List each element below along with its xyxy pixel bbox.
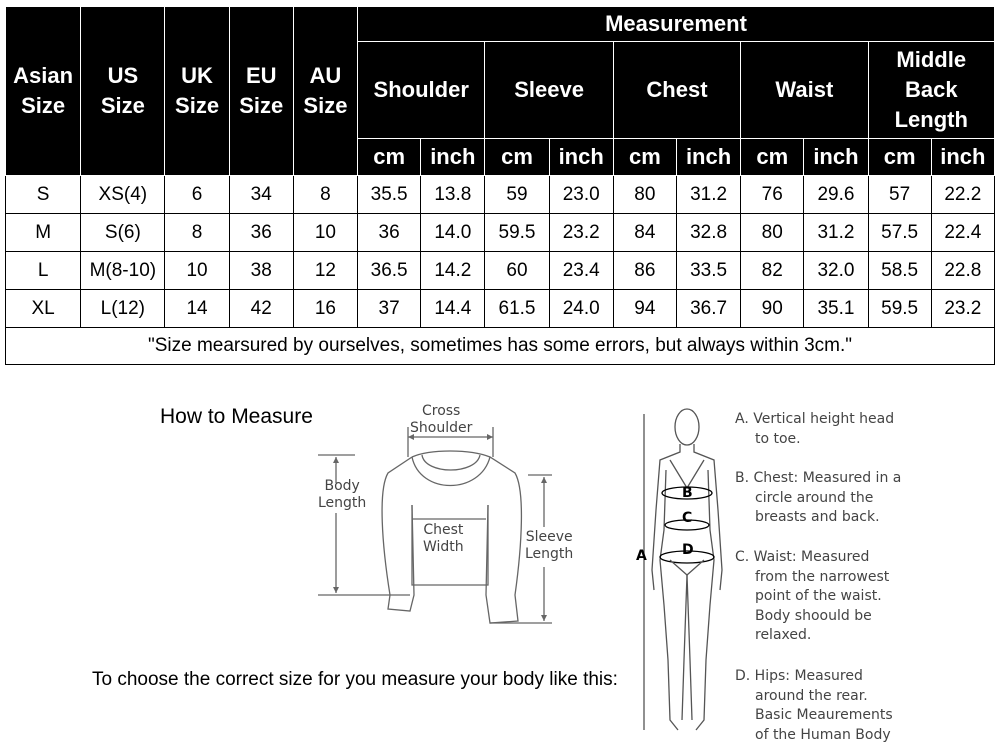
table-cell: 58.5	[868, 252, 931, 290]
unit-inch: inch	[804, 139, 868, 176]
header-eu-size: EU Size	[229, 7, 293, 176]
table-cell: 22.2	[931, 176, 994, 214]
table-cell: 42	[229, 290, 293, 328]
table-cell: L	[6, 252, 81, 290]
table-cell: 8	[293, 176, 357, 214]
table-cell: 33.5	[676, 252, 740, 290]
table-cell: 14.2	[421, 252, 485, 290]
table-cell: 36	[358, 214, 421, 252]
table-cell: 36.7	[676, 290, 740, 328]
table-cell: M	[6, 214, 81, 252]
table-cell: 16	[293, 290, 357, 328]
table-cell: 24.0	[549, 290, 613, 328]
table-cell: 34	[229, 176, 293, 214]
table-cell: 12	[293, 252, 357, 290]
table-cell: 22.8	[931, 252, 994, 290]
header-measurement: Measurement	[358, 7, 995, 42]
table-cell: 14	[165, 290, 229, 328]
body-letter-d: D	[682, 542, 694, 558]
note-c: C. Waist: Measured from the narrowest point of the waist. Body shoould be relaxed.	[735, 549, 890, 643]
table-cell: S(6)	[81, 214, 165, 252]
how-to-measure-title: How to Measure	[160, 405, 313, 428]
table-cell: 23.4	[549, 252, 613, 290]
table-cell: 35.1	[804, 290, 868, 328]
table-cell: 59.5	[868, 290, 931, 328]
table-cell: 6	[165, 176, 229, 214]
table-cell: 35.5	[358, 176, 421, 214]
table-cell: XL	[6, 290, 81, 328]
unit-inch: inch	[931, 139, 994, 176]
size-chart-table	[5, 6, 995, 365]
table-cell: 86	[613, 252, 676, 290]
unit-inch: inch	[549, 139, 613, 176]
header-au-size: AU Size	[293, 7, 357, 176]
table-cell: 90	[741, 290, 804, 328]
note-d: D. Hips: Measured around the rear. Basic Meaurements of the Human Body	[735, 668, 893, 743]
unit-cm: cm	[358, 139, 421, 176]
sleeve-length-label: Sleeve Length	[525, 529, 574, 562]
header-middle-back-length: Middle Back Length	[868, 42, 994, 139]
table-cell: 29.6	[804, 176, 868, 214]
table-row	[6, 290, 995, 328]
table-cell: 38	[229, 252, 293, 290]
table-cell: 61.5	[485, 290, 549, 328]
table-cell: 10	[165, 252, 229, 290]
unit-cm: cm	[868, 139, 931, 176]
table-cell: 32.0	[804, 252, 868, 290]
body-letter-b: B	[682, 485, 693, 501]
header-us-size: US Size	[81, 7, 165, 176]
unit-cm: cm	[485, 139, 549, 176]
table-cell: 14.4	[421, 290, 485, 328]
note-a: A. Vertical height head to toe.	[735, 411, 895, 447]
head-shape	[675, 409, 699, 445]
table-cell: 36.5	[358, 252, 421, 290]
body-letter-c: C	[682, 510, 693, 526]
table-cell: 13.8	[421, 176, 485, 214]
table-cell: 22.4	[931, 214, 994, 252]
table-row	[6, 252, 995, 290]
table-cell: 10	[293, 214, 357, 252]
header-uk-size: UK Size	[165, 7, 229, 176]
cross-shoulder-label: Cross Shoulder	[410, 403, 473, 436]
table-cell: 31.2	[676, 176, 740, 214]
body-length-label: Body Length	[318, 478, 367, 511]
table-cell: 60	[485, 252, 549, 290]
table-cell: 84	[613, 214, 676, 252]
table-cell: L(12)	[81, 290, 165, 328]
table-row	[6, 214, 995, 252]
table-cell: 80	[613, 176, 676, 214]
table-cell: 23.0	[549, 176, 613, 214]
unit-inch: inch	[676, 139, 740, 176]
unit-cm: cm	[613, 139, 676, 176]
table-cell: 82	[741, 252, 804, 290]
table-cell: 14.0	[421, 214, 485, 252]
table-cell: 32.8	[676, 214, 740, 252]
table-cell: 59	[485, 176, 549, 214]
size-note: "Size mearsured by ourselves, sometimes has some errors, but always within 3cm."	[6, 328, 995, 365]
unit-cm: cm	[741, 139, 804, 176]
table-cell: 8	[165, 214, 229, 252]
table-cell: 59.5	[485, 214, 549, 252]
header-asian-size: Asian Size	[6, 7, 81, 176]
table-cell: 31.2	[804, 214, 868, 252]
table-cell: 94	[613, 290, 676, 328]
table-cell: M(8-10)	[81, 252, 165, 290]
table-cell: 76	[741, 176, 804, 214]
chest-width-label: Chest Width	[423, 522, 464, 555]
note-b: B. Chest: Measured in a circle around the breasts and back.	[735, 470, 902, 525]
body-figure	[640, 400, 735, 745]
table-cell: 80	[741, 214, 804, 252]
choose-size-text: To choose the correct size for you measure your body like this:	[92, 669, 618, 690]
table-cell: 37	[358, 290, 421, 328]
table-cell: S	[6, 176, 81, 214]
header-shoulder: Shoulder	[358, 42, 485, 139]
header-chest: Chest	[613, 42, 740, 139]
table-cell: 23.2	[549, 214, 613, 252]
header-sleeve: Sleeve	[485, 42, 613, 139]
table-cell: XS(4)	[81, 176, 165, 214]
header-waist: Waist	[741, 42, 868, 139]
body-letter-a: A	[636, 548, 647, 564]
table-cell: 36	[229, 214, 293, 252]
table-cell: 23.2	[931, 290, 994, 328]
table-row	[6, 176, 995, 214]
table-cell: 57.5	[868, 214, 931, 252]
table-cell: 57	[868, 176, 931, 214]
unit-inch: inch	[421, 139, 485, 176]
